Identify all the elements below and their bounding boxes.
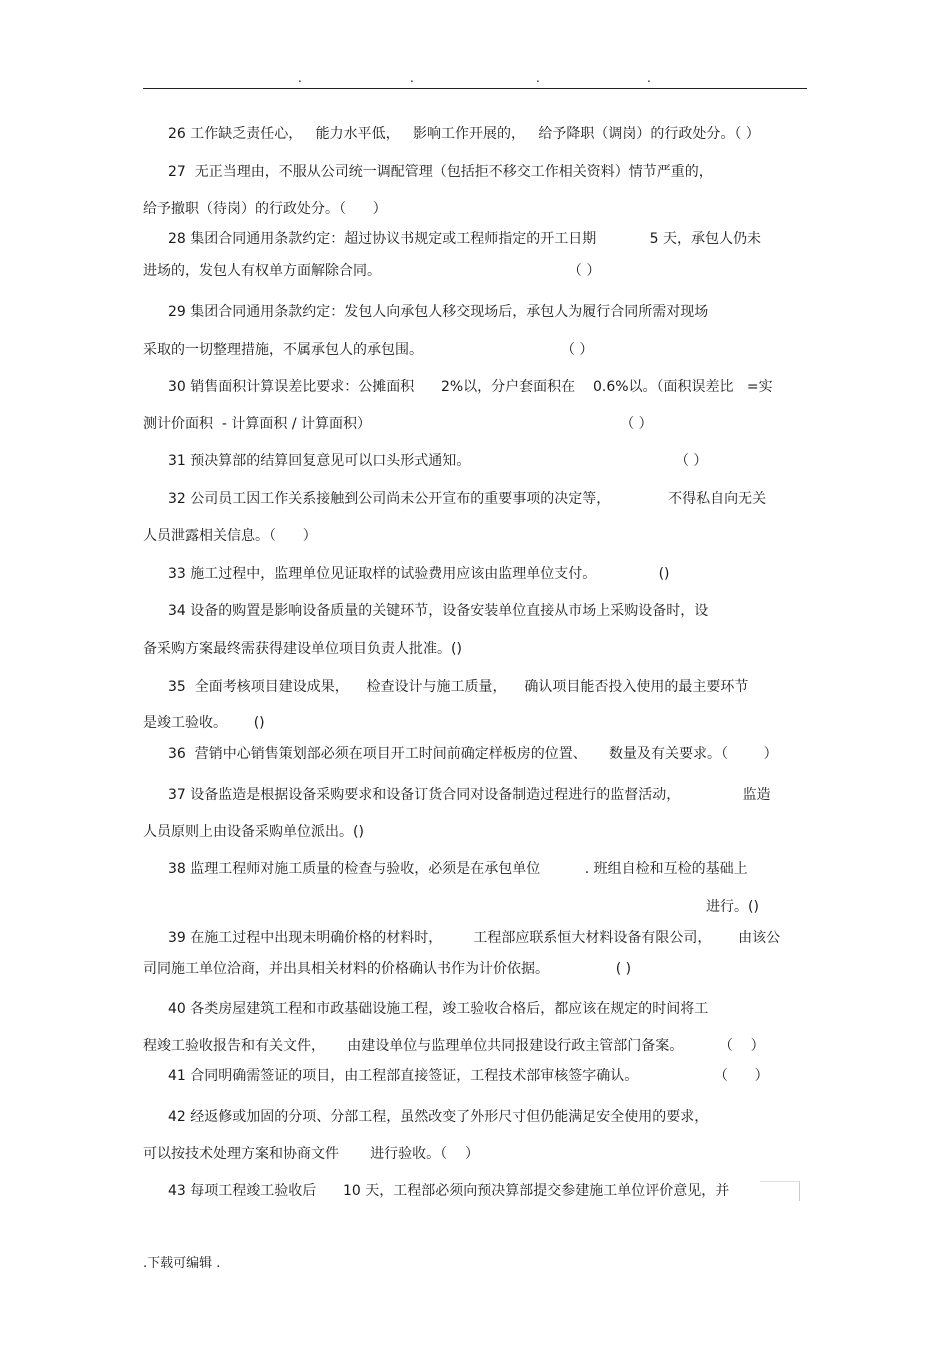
page-edge-mark bbox=[760, 1181, 800, 1182]
question-line: 33 施工过程中，监理单位见证取样的试验费用应该由监理单位支付。 () bbox=[168, 566, 670, 582]
question-line: 进场的，发包人有权单方面解除合同。 （ ） bbox=[143, 263, 601, 279]
header-dot: . bbox=[536, 71, 540, 85]
page-footer: .下载可编辑 . bbox=[143, 1256, 221, 1271]
question-line: 26 工作缺乏责任心， 能力水平低， 影响工作开展的， 给予降职（调岗）的行政处分。（ ） bbox=[168, 126, 760, 142]
question-line: 人员原则上由设备采购单位派出。() bbox=[143, 824, 364, 840]
question-line: 31 预决算部的结算回复意见可以口头形式通知。 （ ） bbox=[168, 453, 708, 469]
header-dot: . bbox=[410, 71, 414, 85]
question-line: 给予撤职（待岗）的行政处分。（ ） bbox=[143, 201, 387, 217]
question-line: 38 监理工程师对施工质量的检查与验收，必须是在承包单位 . 班组自检和互检的基础上 bbox=[168, 861, 748, 877]
question-line: 37 设备监造是根据设备采购要求和设备订货合同对设备制造过程进行的监督活动， 监造 bbox=[168, 787, 771, 803]
header-rule bbox=[143, 88, 807, 89]
question-line: 43 每项工程竣工验收后 10 天，工程部必须向预决算部提交参建施工单位评价意见，并 bbox=[168, 1183, 730, 1199]
question-line: 34 设备的购置是影响设备质量的关键环节，设备安装单位直接从市场上采购设备时，设 bbox=[168, 603, 709, 619]
question-line: 进行。() bbox=[706, 899, 759, 915]
question-line: 41 合同明确需签证的项目，由工程部直接签证，工程技术部审核签字确认。 （ ） bbox=[168, 1068, 769, 1084]
question-line: 40 各类房屋建筑工程和市政基础设施工程，竣工验收合格后，都应该在规定的时间将工 bbox=[168, 1001, 709, 1017]
header-dot: . bbox=[298, 71, 302, 85]
question-line: 采取的一切整理措施，不属承包人的承包围。 （ ） bbox=[143, 342, 594, 358]
header-dot: . bbox=[647, 71, 651, 85]
question-line: 42 经返修或加固的分项、分部工程，虽然改变了外形尺寸但仍能满足安全使用的要求， bbox=[168, 1109, 709, 1125]
question-line: 39 在施工过程中出现未明确价格的材料时， 工程部应联系恒大材料设备有限公司， 由该公 bbox=[168, 930, 781, 946]
question-line: 备采购方案最终需获得建设单位项目负责人批准。() bbox=[143, 641, 462, 657]
question-line: 司同施工单位洽商，并出具相关材料的价格确认书作为计价依据。 ( ) bbox=[143, 961, 632, 977]
question-line: 是竣工验收。 () bbox=[143, 715, 265, 731]
question-line: 程竣工验收报告和有关文件， 由建设单位与监理单位共同报建设行政主管部门备案。 （ ） bbox=[143, 1038, 765, 1054]
question-line: 28 集团合同通用条款约定：超过协议书规定或工程师指定的开工日期 5 天，承包人仍未 bbox=[168, 231, 762, 247]
question-line: 36 营销中心销售策划部必须在项目开工时间前确定样板房的位置、 数量及有关要求。（ ） bbox=[168, 746, 778, 762]
page-edge-mark bbox=[799, 1181, 800, 1201]
question-line: 27 无正当理由，不服从公司统一调配管理（包括拒不移交工作相关资料）情节严重的， bbox=[168, 164, 713, 180]
question-line: 32 公司员工因工作关系接触到公司尚未公开宣布的重要事项的决定等， 不得私自向无关 bbox=[168, 491, 767, 507]
question-line: 人员泄露相关信息。（ ） bbox=[143, 528, 317, 544]
question-line: 30 销售面积计算误差比要求：公摊面积 2%以，分户套面积在 0.6%以。（面积误差比 =实 bbox=[168, 379, 773, 395]
question-line: 29 集团合同通用条款约定：发包人向承包人移交现场后，承包人为履行合同所需对现场 bbox=[168, 304, 709, 320]
question-line: 35 全面考核项目建设成果， 检查设计与施工质量， 确认项目能否投入使用的最主要环节 bbox=[168, 679, 749, 695]
question-line: 可以按技术处理方案和协商文件 进行验收。（ ） bbox=[143, 1146, 479, 1162]
question-line: 测计价面积 - 计算面积 / 计算面积） （ ） bbox=[143, 416, 653, 432]
